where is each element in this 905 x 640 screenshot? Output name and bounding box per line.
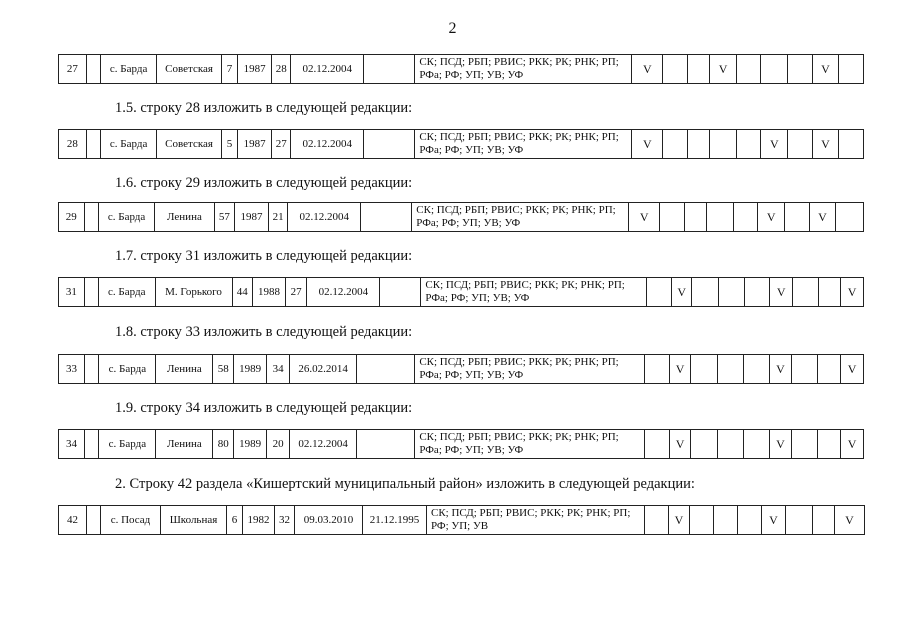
mark-cell — [714, 506, 738, 535]
mark-cell: V — [670, 430, 691, 459]
mark-cell — [690, 355, 717, 384]
mark-cell — [836, 203, 864, 232]
mark-cell — [707, 203, 734, 232]
house-cell: 80 — [213, 430, 234, 459]
mark-cell: V — [632, 130, 663, 159]
mark-cell: V — [629, 203, 660, 232]
date-cell: 09.03.2010 — [295, 506, 363, 535]
locality-cell: с. Барда — [98, 203, 154, 232]
apartments-cell: 27 — [271, 130, 290, 159]
mark-cell — [647, 278, 672, 307]
year-cell: 1988 — [253, 278, 286, 307]
date-cell: 26.02.2014 — [289, 355, 356, 384]
locality-cell: с. Барда — [100, 130, 156, 159]
locality-cell: с. Барда — [99, 278, 155, 307]
amendment-table-row-29 — [58, 202, 864, 232]
mark-cell: V — [710, 55, 737, 84]
year-cell: 1987 — [235, 203, 269, 232]
codes-cell: СК; ПСД; РБП; РВИС; РКК; РК; РНК; РП; РФа; РФ; УП; УВ; УФ — [415, 130, 632, 159]
amendment-table-row-28 — [58, 129, 864, 159]
house-cell: 44 — [232, 278, 253, 307]
apartments-cell: 34 — [267, 355, 290, 384]
locality-cell: с. Барда — [99, 430, 156, 459]
mark-cell — [645, 506, 669, 535]
table-row — [59, 55, 864, 84]
street-cell: Ленина — [155, 203, 214, 232]
section-heading-1-8: 1.8. строку 33 изложить в следующей редакции: — [115, 324, 413, 340]
mark-cell — [645, 430, 670, 459]
mark-cell — [736, 55, 761, 84]
mark-cell — [788, 130, 813, 159]
amendment-table-row-42 — [58, 505, 865, 535]
blank-cell — [84, 430, 99, 459]
mark-cell — [733, 203, 758, 232]
section-heading-1-6: 1.6. строку 29 изложить в следующей редакции: — [115, 175, 413, 191]
house-cell: 57 — [214, 203, 234, 232]
mark-cell: V — [769, 430, 792, 459]
mark-cell — [839, 130, 864, 159]
mark-cell: V — [812, 130, 839, 159]
table-row — [59, 430, 864, 459]
mark-cell — [690, 430, 717, 459]
mark-cell — [738, 506, 762, 535]
codes-cell: СК; ПСД; РБП; РВИС; РКК; РК; РНК; РП; РФа; РФ; УП; УВ; УФ — [412, 203, 629, 232]
mark-cell: V — [769, 355, 792, 384]
page-number: 2 — [448, 20, 457, 37]
date2-cell — [364, 130, 415, 159]
codes-cell: СК; ПСД; РБП; РВИС; РКК; РК; РНК; РП; РФа; РФ; УП; УВ; УФ — [415, 430, 645, 459]
section-heading-1-9: 1.9. строку 34 изложить в следующей редакции: — [115, 400, 413, 416]
codes-cell: СК; ПСД; РБП; РВИС; РКК; РК; РНК; РП; РФа; РФ; УП; УВ; УФ — [421, 278, 647, 307]
year-cell: 1989 — [234, 355, 267, 384]
locality-cell: с. Барда — [100, 55, 156, 84]
mark-cell: V — [835, 506, 865, 535]
mark-cell: V — [770, 278, 793, 307]
apartments-cell: 20 — [267, 430, 290, 459]
section-heading-1-5: 1.5. строку 28 изложить в следующей редакции: — [115, 100, 413, 116]
mark-cell: V — [762, 506, 786, 535]
codes-cell: СК; ПСД; РБП; РВИС; РКК; РК; РНК; РП; РФа; РФ; УП; УВ; УФ — [415, 355, 645, 384]
blank-cell — [84, 355, 99, 384]
date2-cell — [364, 55, 415, 84]
mark-cell — [743, 430, 769, 459]
mark-cell — [690, 506, 714, 535]
street-cell: Школьная — [161, 506, 227, 535]
blank-cell — [86, 55, 100, 84]
year-cell: 1987 — [238, 130, 272, 159]
apartments-cell: 27 — [285, 278, 307, 307]
amendment-table-row-34 — [58, 429, 864, 459]
date-cell: 02.12.2004 — [288, 203, 361, 232]
row-number: 34 — [59, 430, 85, 459]
mark-cell — [663, 55, 688, 84]
date-cell: 02.12.2004 — [291, 55, 364, 84]
mark-cell: V — [812, 55, 839, 84]
mark-cell — [786, 506, 813, 535]
apartments-cell: 21 — [268, 203, 287, 232]
blank-cell — [86, 130, 100, 159]
mark-cell: V — [669, 506, 690, 535]
mark-cell: V — [841, 430, 864, 459]
mark-cell — [813, 506, 835, 535]
mark-cell — [793, 278, 819, 307]
mark-cell — [792, 355, 818, 384]
row-number: 29 — [59, 203, 85, 232]
mark-cell — [687, 130, 710, 159]
mark-cell — [717, 430, 743, 459]
date-cell: 02.12.2004 — [307, 278, 380, 307]
mark-cell — [692, 278, 719, 307]
row-number: 28 — [59, 130, 87, 159]
mark-cell — [818, 430, 841, 459]
mark-cell — [744, 278, 770, 307]
mark-cell — [818, 355, 841, 384]
table-row — [59, 203, 864, 232]
table-row — [59, 278, 864, 307]
mark-cell: V — [670, 355, 691, 384]
mark-cell — [788, 55, 813, 84]
mark-cell: V — [632, 55, 663, 84]
mark-cell: V — [758, 203, 785, 232]
mark-cell — [839, 55, 864, 84]
street-cell: Советская — [157, 130, 222, 159]
locality-cell: с. Посад — [101, 506, 161, 535]
apartments-cell: 32 — [275, 506, 295, 535]
street-cell: Ленина — [156, 355, 213, 384]
mark-cell: V — [841, 355, 864, 384]
mark-cell: V — [841, 278, 864, 307]
blank-cell — [84, 278, 98, 307]
date2-cell — [357, 355, 415, 384]
date-cell: 02.12.2004 — [289, 430, 356, 459]
mark-cell — [719, 278, 745, 307]
table-row — [59, 506, 865, 535]
house-cell: 6 — [227, 506, 243, 535]
date2-cell: 21.12.1995 — [363, 506, 427, 535]
mark-cell — [717, 355, 743, 384]
apartments-cell: 28 — [271, 55, 290, 84]
year-cell: 1989 — [234, 430, 267, 459]
codes-cell: СК; ПСД; РБП; РВИС; РКК; РК; РНК; РП; РФ; УП; УВ — [427, 506, 645, 535]
locality-cell: с. Барда — [99, 355, 156, 384]
mark-cell — [663, 130, 688, 159]
mark-cell — [660, 203, 685, 232]
amendment-table-row-27 — [58, 54, 864, 84]
street-cell: Советская — [157, 55, 222, 84]
house-cell: 7 — [221, 55, 237, 84]
year-cell: 1982 — [243, 506, 275, 535]
street-cell: М. Горького — [155, 278, 232, 307]
row-number: 33 — [59, 355, 85, 384]
mark-cell — [736, 130, 761, 159]
table-row — [59, 355, 864, 384]
date2-cell — [357, 430, 415, 459]
house-cell: 58 — [213, 355, 234, 384]
blank-cell — [87, 506, 101, 535]
year-cell: 1987 — [238, 55, 272, 84]
mark-cell — [785, 203, 810, 232]
table-row — [59, 130, 864, 159]
date-cell: 02.12.2004 — [291, 130, 364, 159]
mark-cell: V — [671, 278, 692, 307]
mark-cell — [743, 355, 769, 384]
house-cell: 5 — [221, 130, 237, 159]
amendment-table-row-31 — [58, 277, 864, 307]
codes-cell: СК; ПСД; РБП; РВИС; РКК; РК; РНК; РП; РФа; РФ; УП; УВ; УФ — [415, 55, 632, 84]
section-heading-1-7: 1.7. строку 31 изложить в следующей редакции: — [115, 248, 413, 264]
mark-cell — [687, 55, 710, 84]
mark-cell — [761, 55, 788, 84]
mark-cell — [710, 130, 737, 159]
date2-cell — [380, 278, 421, 307]
mark-cell — [818, 278, 841, 307]
street-cell: Ленина — [156, 430, 213, 459]
section-heading-2: 2. Строку 42 раздела «Кишертский муниципальный район» изложить в следующей редакции: — [115, 476, 695, 492]
amendment-table-row-33 — [58, 354, 864, 384]
date2-cell — [361, 203, 412, 232]
mark-cell — [645, 355, 670, 384]
mark-cell: V — [809, 203, 836, 232]
row-number: 42 — [59, 506, 87, 535]
mark-cell — [792, 430, 818, 459]
row-number: 31 — [59, 278, 85, 307]
mark-cell — [684, 203, 707, 232]
mark-cell: V — [761, 130, 788, 159]
blank-cell — [84, 203, 98, 232]
row-number: 27 — [59, 55, 87, 84]
